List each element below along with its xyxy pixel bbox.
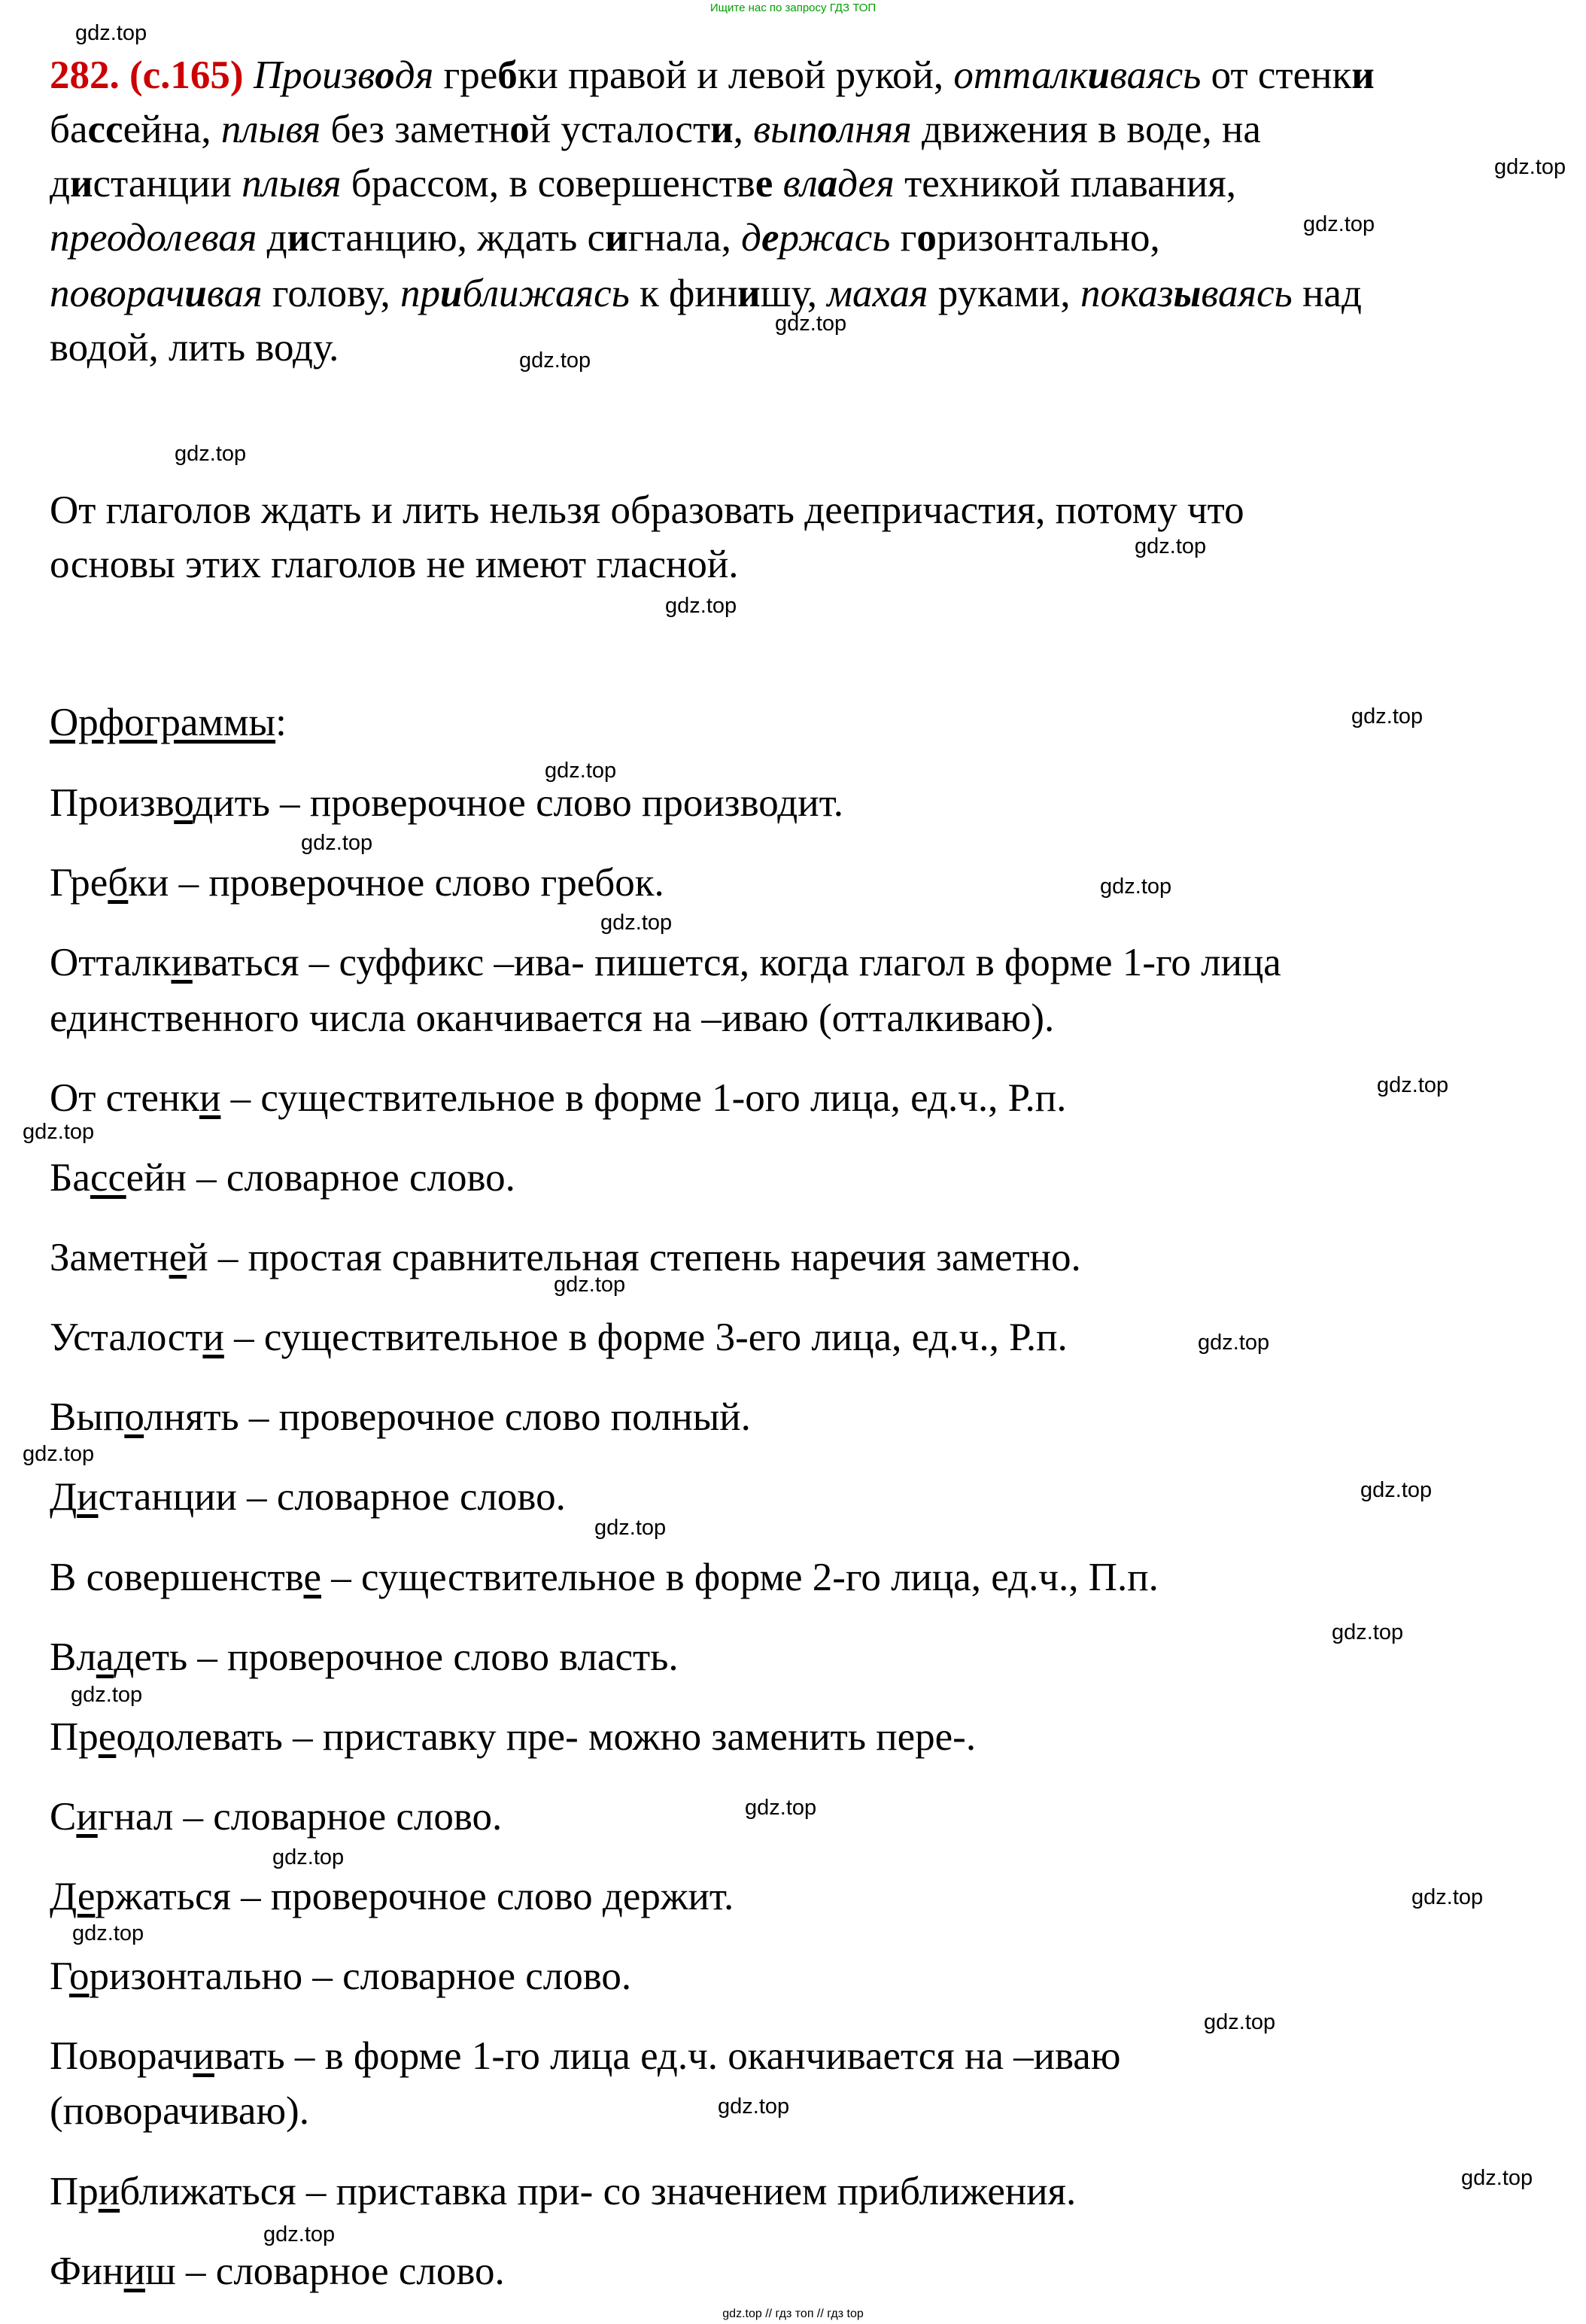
orthogram-letter: о — [174, 781, 193, 825]
watermark: gdz.top — [1461, 2166, 1533, 2190]
watermark: gdz.top — [1360, 1478, 1433, 1502]
watermark: gdz.top — [272, 1845, 345, 1869]
exercise-line-6: водой, лить воду. — [50, 326, 339, 370]
watermark: gdz.top — [554, 1273, 626, 1297]
orthogram-letter: е — [303, 1556, 321, 1599]
orthogram-line: Дистанции – словарное слово. — [50, 1475, 566, 1519]
top-banner[interactable]: Ищите нас по запросу ГДЗ ТОП — [709, 2, 877, 14]
watermark: gdz.top — [1494, 155, 1566, 179]
orthogram-letter: о — [124, 1395, 144, 1439]
exercise-line-3: дистанции плывя брассом, в совершенстве владея техникой плавания, — [50, 162, 1237, 205]
orthogram-line: Усталости – существительное в форме 3-его лица, ед.ч., Р.п. — [50, 1316, 1068, 1359]
orthogram-line: Преодолевать – приставку пре- можно заменить пере-. — [50, 1715, 977, 1759]
watermark: gdz.top — [1135, 534, 1207, 558]
watermark: gdz.top — [545, 759, 617, 783]
orthogram-letter: е — [98, 1715, 117, 1759]
orthograms-heading: Орфограммы: — [50, 701, 287, 744]
orthogram-line: В совершенстве – существительное в форме 2-го лица, ед.ч., П.п. — [50, 1556, 1159, 1599]
note-line-2: основы этих глаголов не имеют гласной. — [50, 543, 739, 586]
watermark: gdz.top — [72, 1921, 144, 1945]
watermark: gdz.top — [71, 1683, 143, 1707]
orthogram-line: Держаться – проверочное слово держит. — [50, 1875, 734, 1918]
watermark: gdz.top — [23, 1442, 95, 1466]
orthogram-letter: и — [76, 1795, 98, 1839]
orthogram-letter: и — [171, 941, 193, 984]
orthogram-line: Приближаться – приставка при- со значением приближения. — [50, 2170, 1077, 2213]
orthogram-letter: о — [68, 1954, 90, 1998]
watermark: gdz.top — [600, 911, 673, 935]
orthogram-letter: сс — [90, 1156, 126, 1200]
orthogram-letter: а — [96, 1635, 114, 1679]
orthogram-line: От стенки – существительное в форме 1-ого лица, ед.ч., Р.п. — [50, 1076, 1067, 1120]
watermark: gdz.top — [1198, 1331, 1270, 1355]
orthogram-letter: и — [193, 2034, 214, 2078]
orthogram-letter: е — [77, 1875, 96, 1918]
watermark: gdz.top — [75, 21, 147, 45]
watermark: gdz.top — [1303, 212, 1375, 236]
orthogram-letter: и — [98, 2170, 120, 2213]
watermark: gdz.top — [263, 2222, 336, 2246]
watermark: gdz.top — [1411, 1885, 1484, 1909]
exercise-line-1: 282. (с.165) Производя гребки правой и левой рукой, отталкиваясь от стенки — [50, 53, 1375, 97]
bottom-banner[interactable]: gdz.top // гдз топ // гдз top — [722, 2307, 864, 2320]
watermark: gdz.top — [665, 594, 737, 618]
orthogram-line: Поворачивать – в форме 1-го лица ед.ч. оканчивается на –иваю — [50, 2034, 1121, 2078]
watermark: gdz.top — [1204, 2010, 1276, 2034]
orthogram-line: (поворачиваю). — [50, 2089, 309, 2133]
orthogram-letter: и — [199, 1076, 221, 1120]
watermark: gdz.top — [1377, 1073, 1449, 1097]
orthogram-line: единственного числа оканчивается на –иваю (отталкиваю). — [50, 996, 1055, 1040]
note-line-1: От глаголов ждать и лить нельзя образовать деепричастия, потому что — [50, 488, 1244, 532]
orthogram-letter: и — [123, 2249, 145, 2293]
exercise-line-4: преодолевая дистанцию, ждать сигнала, держась горизонтально, — [50, 216, 1160, 260]
orthogram-letter: е — [169, 1236, 187, 1279]
exercise-number: 282. (с.165) — [50, 53, 244, 97]
exercise-line-5: поворачивая голову, приближаясь к финишу, махая руками, показываясь над — [50, 272, 1362, 315]
watermark: gdz.top — [23, 1120, 95, 1144]
orthogram-line: Бассейн – словарное слово. — [50, 1156, 515, 1200]
watermark: gdz.top — [745, 1796, 817, 1820]
orthogram-line: Горизонтально – словарное слово. — [50, 1954, 632, 1998]
orthogram-line: Производить – проверочное слово производит. — [50, 781, 844, 825]
watermark: gdz.top — [175, 442, 247, 466]
watermark: gdz.top — [519, 348, 591, 373]
orthogram-letter: б — [108, 861, 129, 905]
orthogram-line: Владеть – проверочное слово власть. — [50, 1635, 679, 1679]
exercise-line-2: бассейна, плывя без заметной усталости, выполняя движения в воде, на — [50, 108, 1261, 151]
orthogram-line: Отталкиваться – суффикс –ива- пишется, когда глагол в форме 1-го лица — [50, 941, 1281, 984]
orthogram-letter: и — [202, 1316, 224, 1359]
watermark: gdz.top — [1332, 1620, 1404, 1644]
watermark: gdz.top — [1100, 875, 1172, 899]
watermark: gdz.top — [718, 2094, 790, 2119]
watermark: gdz.top — [1351, 704, 1423, 729]
watermark: gdz.top — [594, 1516, 667, 1540]
watermark: gdz.top — [775, 312, 847, 336]
orthogram-line: Финиш – словарное слово. — [50, 2249, 505, 2293]
orthogram-letter: и — [77, 1475, 99, 1519]
orthogram-line: Сигнал – словарное слово. — [50, 1795, 503, 1839]
orthogram-line: Заметней – простая сравнительная степень наречия заметно. — [50, 1236, 1081, 1279]
orthogram-line: Гребки – проверочное слово гребок. — [50, 861, 664, 905]
watermark: gdz.top — [301, 831, 373, 855]
orthogram-line: Выполнять – проверочное слово полный. — [50, 1395, 751, 1439]
